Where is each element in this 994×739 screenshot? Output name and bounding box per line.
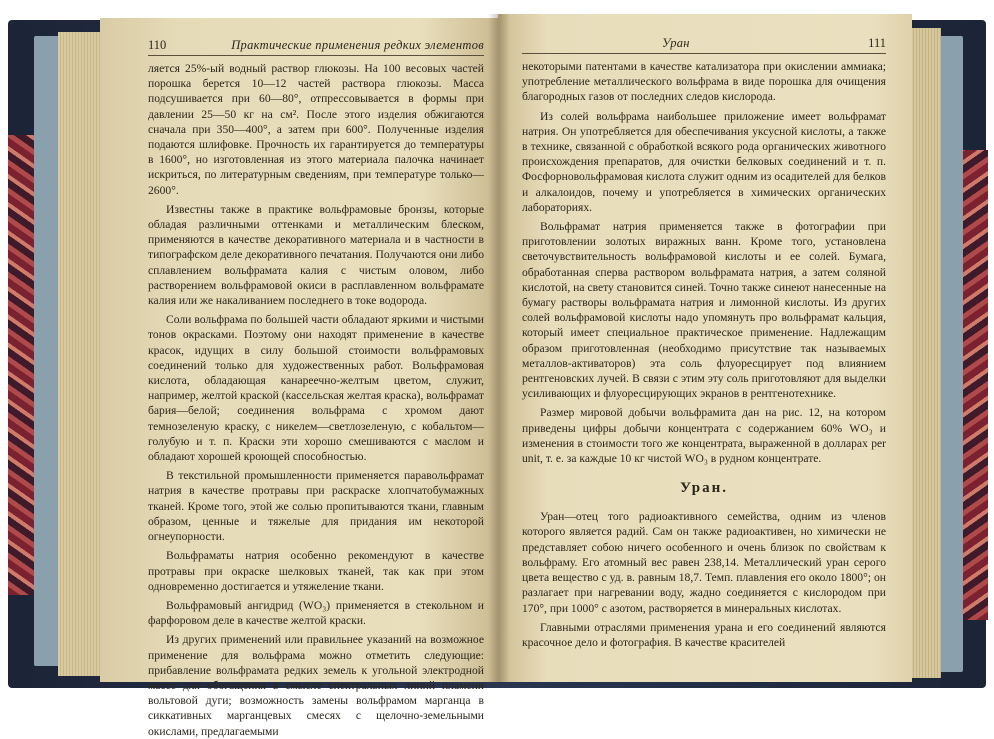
paragraph: Вольфрамовый ангидрид (WO₃) применяется в стекольном и фарфоровом деле в качестве желтой краски. <box>148 598 484 628</box>
right-page <box>498 14 912 682</box>
right-page-body <box>522 59 886 650</box>
section-heading: Уран. <box>679 480 728 497</box>
page-number: 110 <box>148 38 167 52</box>
paragraph: некоторыми патентами в качестве катализатора при окислении аммиака; употребление металлического вольфрама в виде порошка для очищения благородных газов от последних следов кислорода. <box>522 60 886 104</box>
running-title: Уран <box>662 36 690 50</box>
paragraph: ляется 25%-ый водный раствор глюкозы. На 100 весовых частей порошка берется 10—12 частей раствора глюкозы. Масса подсушивается при 60—80°, отпрессовывается в формы при давлении 25—50 кг на см². После этого изделия обжигаются сначала при 350—400°, а затем при 600°. Полученные изделия подаются шлифовке. Прочность их гарантируется до температуры в 1600°, но изготовленная из этого материала палочка начинает искриться, по литературным сведениям, при температуре только—2600°. <box>148 62 484 197</box>
book-gutter-shadow <box>488 14 510 682</box>
paragraph: Из солей вольфрама наибольшее приложение имеет вольфрамат натрия. Он употребляется для обеспечивания уксусной кислоты, а также в технике, связанной с обработкой всякого рода органических животного происхождения препаратов, для очистки белковых соединений и т. п. Фосфорновольфрамовая кислота служит одним из осадителей для белков и алкалоидов, почему и употребляется в химических органических лабораториях. <box>522 109 886 214</box>
paragraph: Размер мировой добычи вольфрамита дан на рис. 12, на котором приведены цифры добычи концентрата с содержанием 60% WO₃ и изменения в стоимости того же концентрата, выраженной в долларах per unit, т. е. за каждые 10 кг чистой WO₃ в рудном концентрате. <box>522 406 886 466</box>
left-page <box>100 18 500 738</box>
paragraph: Вольфраматы натрия особенно рекомендуют в качестве протравы при окраске шелковых тканей, так как при этом одновременно достигается и утяжеление ткани. <box>148 549 484 593</box>
left-page-header <box>148 38 484 56</box>
paragraph: Из других применений или правильнее указаний на возможное применение для вольфрама можно отметить следующие: прибавление вольфрамата редких земель к угольной электродной массе для обогащения в смысле спектральных линий пламени вольтовой дуги; возможность замены вольфрамом марганца в сиккативных марганцевых смесях с щелочно-земельными окислами, предлагаемыми <box>148 633 484 738</box>
page-number: 111 <box>868 36 886 50</box>
paragraph: Уран—отец того радиоактивного семейства, одним из членов которого является радий. Сам он также радиоактивен, но химически не представляет собою ничего особенного и очень близок по свойствам к вольфраму. Его атомный вес равен 238,14. Металлический уран серого цвета вещество с уд. в. равным 18,7. Темп. плавления его около 1800°; он разлагает при нагревании воду, жадно соединяется с кислородом при 170°, при 1000° с азотом, растворяется в минеральных кислотах. <box>522 510 886 615</box>
paragraph: В текстильной промышленности применяется паравольфрамат натрия в качестве протравы при раскраске хлопчатобумажных тканей. Кроме того, этой же солью пропитываются ткани, главным образом, ценные и тяжелые для придания им некоторой огнеупорности. <box>148 469 484 544</box>
paragraph: Главными отраслями применения урана и его соединений являются красочное дело и фотография. В качестве красителей <box>522 620 886 649</box>
paragraph: Вольфрамат натрия применяется также в фотографии при приготовлении золотых виражных ванн. Кроме того, установлена светочувствительность вольфрамовой кислоты и ее солей. Бумага, обработанная сперва раствором вольфрамата натрия, а затем соляной кислотой, на свету становится синей. Точно также синеют нанесенные на бумагу растворы вольфрамата натрия и лимонной кислоты. Из других солей вольфрамовой кислоты надо упомянуть про вольфрамат кальция, который имеет специальное практическое применение. Надлежащим образом приготовленная (необходимо присутствие так называемых металлов-активаторов) эта соль флуоресцирует под влиянием рентгеновских лучей. В связи с этим эту соль приготовляют для выделки усиливающих и флуоресцирующих экранов в рентгенотехнике. <box>522 220 886 401</box>
left-page-body <box>148 61 484 739</box>
paragraph: Известны также в практике вольфрамовые бронзы, которые обладая различными оттенками и металлическим блеском, применяются в качестве декоративного материала и в частности в типографском деле декоративного печатания. Получаются они либо сплавлением вольфрамата калия с чистым оловом, либо растворением вольфрамовой окиси в расплавленном вольфрамате калия или же накаливанием последнего в токе водорода. <box>148 202 484 308</box>
running-title: Практические применения редких элементов <box>231 38 484 52</box>
right-page-header <box>522 36 886 54</box>
paragraph: Соли вольфрама по большей части обладают яркими и чистыми тонов окрасками. Поэтому они находят применение в качестве красок, идущих в силу большой стоимости вольфрамовых соединений только для художественных работ. Вольфрамовая кислота, обладающая канареечно-желтым цветом, служит, например, желтой краской (кассельская желтая краска), вольфрамат бария—белой; соединения вольфрама с хромом дают темнозеленую краску, с никелем—светлозеленую, с кобальтом—голубую и т. п. Краски эти хорошо смешиваются с маслом и обладают хорошей кроющей способностью. <box>148 313 484 464</box>
